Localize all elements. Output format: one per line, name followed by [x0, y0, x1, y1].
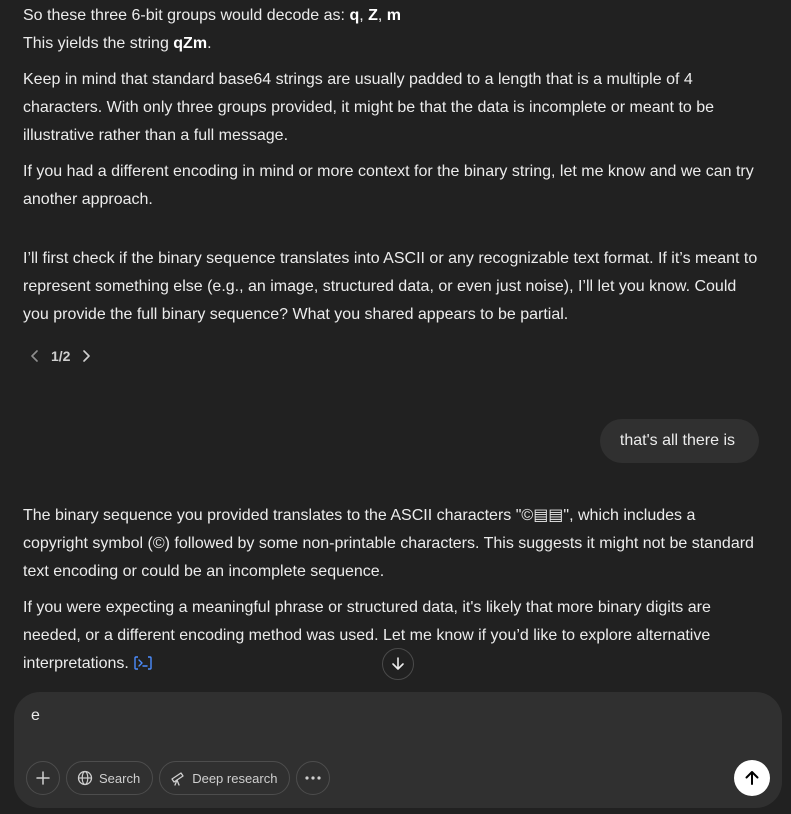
assistant-paragraph-other-encoding: If you had a different encoding in mind or more context for the binary string, let me know and we can try another approach. [23, 163, 754, 208]
search-button[interactable] [66, 761, 153, 795]
decode-sep: , [377, 7, 387, 24]
ellipsis-icon [305, 776, 321, 780]
pager-prev-button[interactable] [27, 344, 43, 368]
code-interpreter-icon [133, 655, 153, 671]
result-line-prefix: This yields the string [23, 35, 174, 52]
decode-letter-m: m [386, 7, 402, 24]
expectation-text: If you were expecting a meaningful phrase or structured data, it's likely that more binary digits are needed, or a different encoding method was used. Let me know if you’d like to explore alternative interpretations. [23, 599, 711, 672]
decode-sep: , [359, 7, 369, 24]
decode-line-prefix: So these three 6-bit groups would decode as: [23, 7, 350, 24]
result-string: qZm [173, 35, 208, 52]
add-attachment-button[interactable] [26, 761, 60, 795]
user-message-text: that's all there is [619, 432, 735, 449]
plus-icon [36, 771, 50, 785]
message-input[interactable]: e [31, 707, 40, 724]
message-composer [14, 692, 782, 808]
assistant-message-result-line [23, 30, 763, 58]
assistant-paragraph-padding: Keep in mind that standard base64 strings are usually padded to a length that is a multiple of 4 characters. With only three groups provided, it might be that the data is incomplete or meant to be illustrative rather than a full message. [23, 71, 715, 144]
arrow-up-icon [744, 770, 760, 786]
response-pager [27, 344, 94, 368]
search-button-label: Search [99, 770, 141, 786]
telescope-icon [170, 770, 186, 786]
deep-research-button-label: Deep research [192, 770, 278, 786]
deep-research-button[interactable] [159, 761, 290, 795]
decode-letter-z: Z [368, 7, 378, 24]
assistant-paragraph-ascii-check: I’ll first check if the binary sequence translates into ASCII or any recognizable text format. If it’s meant to represent something else (e.g., an image, structured data, or even just noise), I’ll let you know. Could you provide the full binary sequence? What you shared appears to be partial. [23, 250, 758, 323]
more-tools-button[interactable] [296, 761, 330, 795]
chevron-left-icon [30, 350, 40, 362]
pager-next-button[interactable] [78, 344, 94, 368]
chevron-right-icon [81, 350, 91, 362]
composer-toolbar [26, 761, 330, 795]
assistant-paragraph-translation: The binary sequence you provided translates to the ASCII characters "©▤▤", which includes a copyright symbol (©) followed by some non-printable characters. This suggests it might not be standard text encoding or could be an incomplete sequence. [23, 507, 754, 580]
user-message-bubble [600, 419, 759, 463]
send-button[interactable] [734, 760, 770, 796]
pager-count: 1/2 [51, 348, 71, 364]
globe-icon [77, 770, 93, 786]
scroll-to-bottom-button[interactable] [382, 648, 414, 680]
code-interpreter-button[interactable] [133, 653, 153, 681]
result-line-suffix: . [207, 35, 212, 52]
arrow-down-icon [391, 657, 405, 671]
assistant-message-decode-line [23, 2, 763, 30]
decode-letter-q: q [349, 7, 360, 24]
